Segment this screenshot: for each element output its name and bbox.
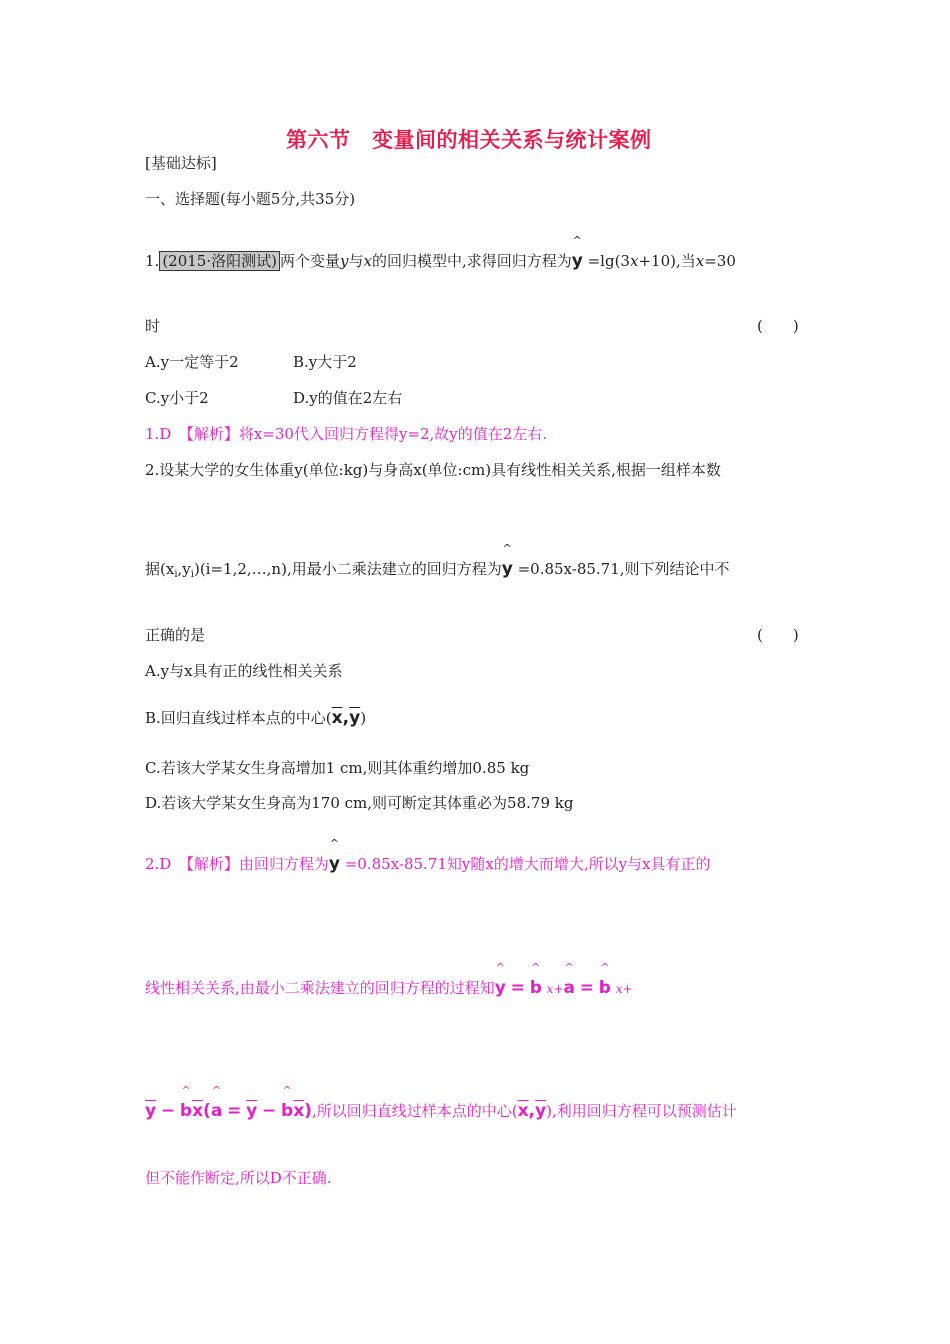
q2-answer-text: ),利用回归方程可以预测估计 bbox=[546, 1102, 737, 1120]
q1-condition: =30 bbox=[704, 252, 736, 270]
q2-text: ,y bbox=[177, 560, 191, 578]
comma: , bbox=[342, 708, 350, 728]
y-hat-symbol bbox=[494, 961, 506, 998]
q1-answer-blank: ( ) bbox=[757, 317, 799, 335]
subscript-i: i bbox=[174, 569, 178, 580]
q2-answer-text: =0.85x-85.71知y随x的增大而增大,所以y与x具有正的 bbox=[344, 855, 711, 873]
q1-option-b: B.y大于2 bbox=[293, 353, 357, 371]
b-hat-symbol bbox=[529, 961, 542, 998]
open-paren: ( bbox=[203, 1101, 211, 1121]
hat-mark: ^ bbox=[600, 961, 610, 974]
q1-source-badge: (2015·洛阳测试) bbox=[159, 251, 280, 271]
q1-equation: =lg(3 bbox=[587, 252, 630, 270]
minus-sign: − bbox=[160, 1101, 176, 1121]
q1-stem bbox=[145, 234, 736, 271]
q1-stem-line2: 时 bbox=[145, 317, 161, 335]
q1-equation: +10),当 bbox=[638, 252, 696, 270]
a-hat-symbol bbox=[210, 1084, 223, 1121]
q2-option-d: D.若该大学某女生身高为170 cm,则可断定其体重必为58.79 kg bbox=[145, 794, 574, 812]
part-heading: 一、选择题(每小题5分,共35分) bbox=[145, 190, 356, 208]
q2-text: 据(x bbox=[145, 560, 175, 578]
x-bar-symbol: $\overline{x}$ bbox=[293, 1101, 305, 1121]
q2-option-c: C.若该大学某女生身高增加1 cm,则其体重约增加0.85 kg bbox=[145, 759, 530, 777]
y-symbol: y bbox=[494, 978, 506, 998]
q2-answer-text: ,所以回归直线过样本点的中心( bbox=[311, 1102, 518, 1120]
b-hat-symbol bbox=[281, 1084, 294, 1121]
hat-mark: ^ bbox=[564, 961, 574, 974]
q2-stem-line1: 2.设某大学的女生体重y(单位:kg)与身高x(单位:cm)具有线性相关关系,根据一组样本数 bbox=[145, 461, 721, 479]
q2-option-a: A.y与x具有正的线性相关关系 bbox=[145, 662, 343, 680]
q1-option-c: C.y小于2 bbox=[145, 389, 209, 407]
b-hat-symbol bbox=[179, 1084, 193, 1121]
q2-answer-blank: ( ) bbox=[757, 626, 799, 644]
equals-sign: = bbox=[510, 978, 525, 998]
y-bar-symbol: $\overline{y}$ bbox=[535, 1101, 547, 1121]
b-symbol: b bbox=[598, 978, 611, 998]
y-hat-symbol bbox=[328, 837, 340, 874]
var-x: x bbox=[363, 252, 372, 270]
x-bar-symbol: $\overline{x}$ bbox=[517, 1101, 529, 1121]
comma: , bbox=[528, 1101, 536, 1121]
hat-mark: ^ bbox=[495, 961, 505, 974]
q1-text: 的回归模型中,求得回归方程为 bbox=[371, 252, 572, 270]
q1-text: 两个变量 bbox=[279, 252, 340, 270]
x-bar-symbol: $\overline{x}$ bbox=[192, 1101, 204, 1121]
var-x: x bbox=[629, 252, 639, 270]
var-y: y bbox=[339, 252, 349, 270]
page-title: 第六节 变量间的相关关系与统计案例 bbox=[286, 128, 652, 152]
q2-option-b-text: B.回归直线过样本点的中心( bbox=[145, 709, 332, 727]
equals-sign: = bbox=[579, 978, 594, 998]
b-symbol: b bbox=[281, 1101, 294, 1121]
hat-mark: ^ bbox=[531, 961, 541, 974]
y-hat-symbol bbox=[571, 234, 583, 271]
q2-answer-text: 2.D 【解析】由回归方程为 bbox=[145, 855, 329, 873]
q2-text: )(i=1,2,…,n),用最小二乘法建立的回归方程为 bbox=[193, 560, 502, 578]
b-hat-symbol bbox=[598, 961, 611, 998]
q1-answer-explanation: 1.D 【解析】将x=30代入回归方程得y=2,故y的值在2左右. bbox=[145, 425, 548, 443]
hat-mark: ^ bbox=[181, 1084, 191, 1097]
x-bar-symbol: $\overline{x}$ bbox=[331, 708, 343, 728]
var-x: x bbox=[695, 252, 705, 270]
y-hat-symbol bbox=[501, 542, 513, 579]
q2-stem-line3: 正确的是 bbox=[145, 626, 206, 644]
hat-mark: ^ bbox=[572, 234, 582, 247]
hat-mark: ^ bbox=[282, 1084, 292, 1097]
q2-answer-text: 线性相关关系,由最小二乘法建立的回归方程的过程知 bbox=[145, 979, 495, 997]
equals-sign: = bbox=[227, 1101, 242, 1121]
x-plus: x+ bbox=[615, 982, 633, 996]
q2-text: =0.85x-85.71,则下列结论中不 bbox=[517, 560, 730, 578]
close-paren: ) bbox=[304, 1101, 312, 1121]
q2-answer-line2 bbox=[145, 961, 633, 999]
y-symbol: y bbox=[571, 251, 583, 271]
hat-mark: ^ bbox=[502, 542, 512, 555]
y-bar-symbol: $\overline{y}$ bbox=[246, 1101, 258, 1121]
a-symbol: a bbox=[563, 978, 575, 998]
hat-mark: ^ bbox=[211, 1084, 222, 1097]
y-symbol: y bbox=[501, 559, 513, 579]
x-plus: x+ bbox=[546, 982, 564, 996]
hat-mark: ^ bbox=[329, 837, 339, 850]
section-tag: [基础达标] bbox=[145, 154, 217, 172]
q1-number: 1. bbox=[145, 252, 160, 270]
minus-sign: − bbox=[262, 1101, 277, 1121]
q2-option-b-text: ) bbox=[360, 709, 367, 727]
q2-answer-line3 bbox=[145, 1084, 737, 1121]
q1-option-d: D.y的值在2左右 bbox=[293, 389, 403, 407]
a-symbol: a bbox=[210, 1101, 223, 1121]
y-symbol: y bbox=[328, 854, 340, 874]
y-bar-symbol: $\overline{y}$ bbox=[349, 708, 361, 728]
y-bar-symbol: $\overline{y}$ bbox=[145, 1101, 157, 1121]
b-symbol: b bbox=[179, 1101, 193, 1121]
q2-answer-line4: 但不能作断定,所以D不正确. bbox=[145, 1169, 332, 1187]
q1-text: 与 bbox=[348, 252, 364, 270]
b-symbol: b bbox=[529, 978, 542, 998]
q2-option-b bbox=[145, 708, 366, 728]
q2-stem-line2 bbox=[145, 542, 730, 585]
q1-option-a: A.y一定等于2 bbox=[145, 353, 239, 371]
a-hat-symbol bbox=[563, 961, 575, 998]
q2-answer-line1 bbox=[145, 837, 711, 874]
subscript-i: i bbox=[190, 569, 194, 580]
